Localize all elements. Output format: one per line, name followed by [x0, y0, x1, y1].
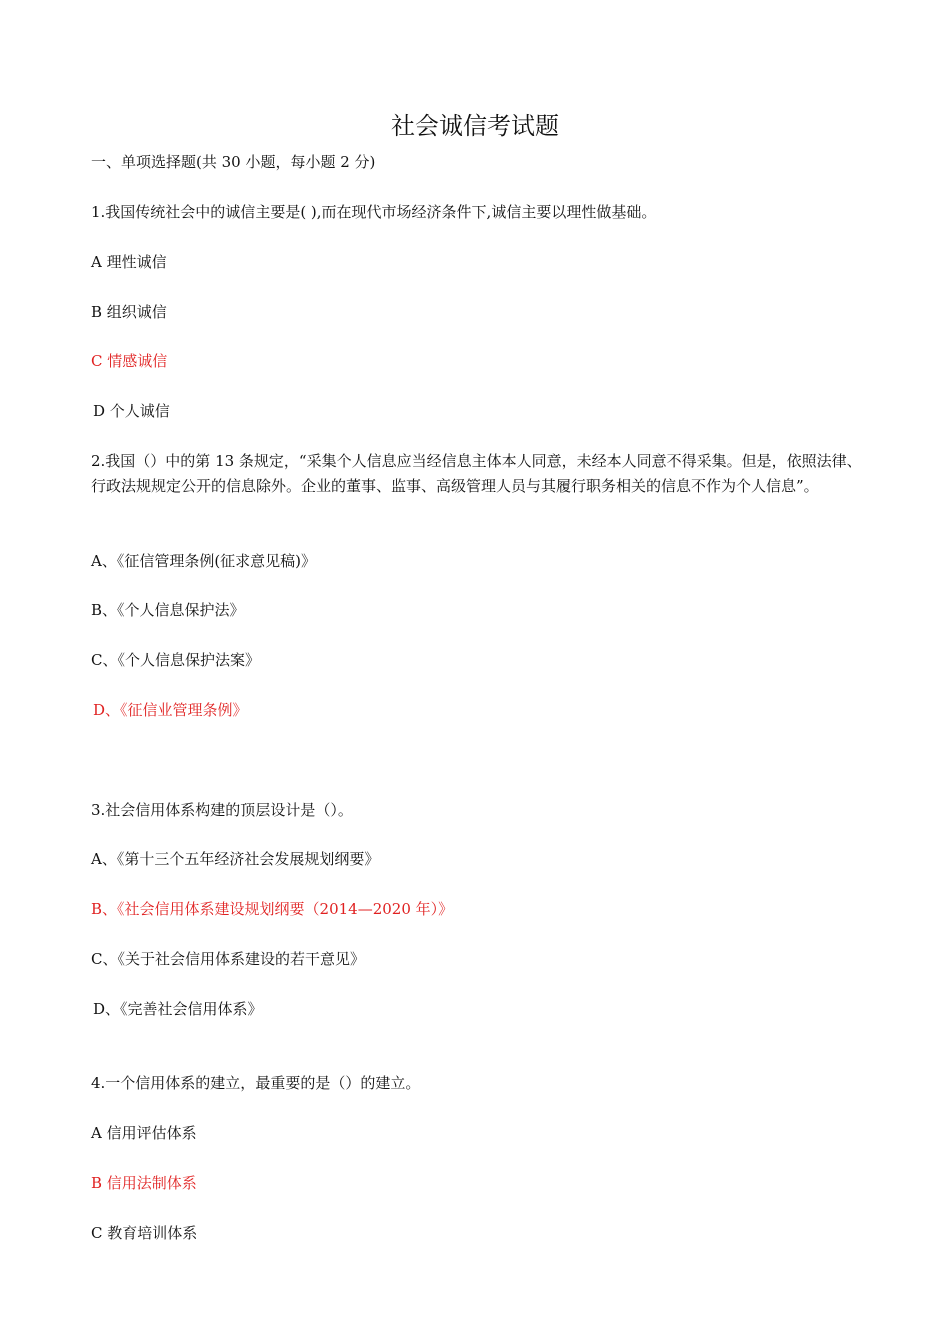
question-4-option-c: C 教育培训体系 — [91, 1224, 198, 1242]
question-4-option-b-answer: B 信用法制体系 — [91, 1174, 197, 1192]
question-2-option-d-answer: D、《征信业管理条例》 — [93, 701, 248, 719]
question-2-option-a: A、《征信管理条例(征求意见稿)》 — [91, 552, 317, 570]
question-1-option-d: D 个人诚信 — [93, 402, 170, 420]
question-2-text: 2.我国（）中的第 13 条规定，“采集个人信息应当经信息主体本人同意，未经本人同意不得采集。但是，依照法律、行政法规规定公开的信息除外。企业的董事、监事、高级管理人员与其履行职务相关的信息不作为个人信息”。 — [91, 452, 862, 495]
question-1-option-a: A 理性诚信 — [91, 253, 167, 271]
question-3-option-b-answer: B、《社会信用体系建设规划纲要（2014—2020 年）》 — [91, 900, 454, 918]
question-3-text: 3.社会信用体系构建的顶层设计是（）。 — [91, 801, 353, 819]
document-title: 社会诚信考试题 — [391, 112, 559, 140]
section-heading: 一、单项选择题(共 30 小题，每小题 2 分) — [91, 153, 376, 171]
question-2-option-b: B、《个人信息保护法》 — [91, 601, 245, 619]
question-1-text: 1.我国传统社会中的诚信主要是( ),而在现代市场经济条件下,诚信主要以理性做基础。 — [91, 203, 657, 221]
question-2-option-c: C、《个人信息保护法案》 — [91, 651, 260, 669]
question-4-option-a: A 信用评估体系 — [91, 1124, 197, 1142]
question-3-option-c: C、《关于社会信用体系建设的若干意见》 — [91, 950, 365, 968]
question-1-option-b: B 组织诚信 — [91, 303, 167, 321]
question-4-text: 4.一个信用体系的建立，最重要的是（）的建立。 — [91, 1074, 421, 1092]
question-1-option-c-answer: C 情感诚信 — [91, 352, 168, 370]
question-3-option-a: A、《第十三个五年经济社会发展规划纲要》 — [91, 850, 380, 868]
question-3-option-d: D、《完善社会信用体系》 — [93, 1000, 263, 1018]
